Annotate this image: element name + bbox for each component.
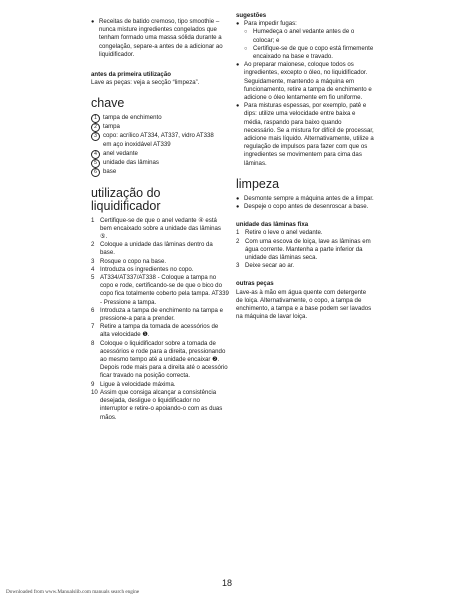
step-text: Com uma escova de loiça, lave as lâminas em água corrente. Mantenha a parte inferior da unidade das lâminas seca. [245, 237, 371, 262]
step-number: 5 [91, 274, 95, 282]
part-number: 2 [91, 123, 100, 132]
part-label: em aço inoxidável AT339 [103, 141, 171, 149]
step-text: Ligue à velocidade máxima. [100, 380, 176, 388]
part-label: anel vedante [103, 149, 138, 157]
step-number: 9 [91, 380, 95, 388]
step-text: AT334/AT337/AT338 - Coloque a tampa no copo e rode, certificando-se de que o bico do copo fica totalmente coberto pela tampa. AT339 - Pressione a tampa. [100, 274, 229, 306]
step-number: 2 [236, 237, 240, 245]
step-number: 1 [236, 229, 240, 237]
part-label: tampa de enchimento [103, 114, 162, 122]
step-number: 4 [91, 265, 95, 273]
antes-text: Lave as peças: veja a secção “limpeza”. [91, 79, 200, 87]
part-number: 1 [91, 114, 100, 123]
step-text: Certifique-se de que o anel vedante ④ está bem encaixado sobre a unidade das lâminas ⑤. [100, 216, 221, 241]
sugestoes-heading: sugestões [236, 12, 267, 19]
step-text: Retire a tampa da tomada de acessórios de alta velocidade ❶. [100, 323, 219, 339]
step-text: Assim que consiga alcançar a consistência desejada, desligue o liquidificador no interruptor e retire-o apoiando-o com as duas mãos. [100, 388, 223, 421]
step-number: 8 [91, 339, 95, 347]
part-number: 6 [91, 168, 100, 177]
step-text: Introduza os ingredientes no copo. [100, 265, 194, 273]
step-number: 6 [91, 306, 95, 314]
steps-list [91, 217, 229, 422]
step-text: Deixe secar ao ar. [245, 262, 295, 270]
step-text: Introduza a tampa de enchimento na tampa e pressione-a para a prender. [100, 306, 223, 323]
part-number: 4 [91, 150, 100, 159]
step-number: 3 [236, 262, 240, 270]
left-column [91, 18, 229, 422]
outras-heading: outras peças [236, 280, 274, 288]
step-number: 3 [91, 257, 95, 265]
step-number: 7 [91, 323, 95, 331]
fugas-item: ○ Certifique-se de que o copo está firmemente encaixado na base e travado. [236, 45, 374, 61]
part-label: copo: acrílico AT334, AT337, vidro AT338 [103, 132, 214, 140]
step-text: Coloque a unidade das lâminas dentro da base. [100, 241, 213, 257]
unidade-steps [236, 229, 374, 270]
limpeza-item: ● Despeje o copo antes de desenroscar a base. [236, 203, 374, 211]
fugas-item: ○ Humedeça o anel vedante antes de o colocar; e [236, 28, 374, 44]
fugas-bullet: ● Para impedir fugas: [236, 20, 374, 28]
right-column [236, 12, 374, 322]
unidade-heading: unidade das lâminas fixa [236, 221, 309, 229]
part-label: tampa [103, 123, 120, 131]
limpeza-item: ● Desmonte sempre a máquina antes de a limpar. [236, 195, 374, 203]
utilizacao-heading: utilização do liquidificador [91, 185, 161, 213]
misturas-bullet: ● Para misturas espessas, por exemplo, patê e dips: utilize uma velocidade entre baixa e média, raspando para baixo quando necessário. Se a mistura for difícil de processar, adicione mais líquido. Alternativamente, utilize a regulação de impulsos para fazer com que os ingredientes se movimentem para cima das lâminas. [236, 102, 374, 168]
antes-heading: antes da primeira utilização [91, 71, 171, 79]
step-text: Retire o leve o anel vedante. [245, 229, 323, 237]
download-footer[interactable]: Downloaded from www.Manualslib.com manuals search engine [6, 589, 140, 595]
step-number: 1 [91, 216, 95, 224]
step-text: Rosque o copo na base. [100, 257, 167, 265]
parts-list [91, 114, 229, 176]
maionese-bullet: ● Ao preparar maionese, coloque todos os ingredientes, excepto o óleo, no liquidificador. Seguidamente, mantendo a máquina em funcionamento, retire a tampa de enchimento e adicione o óleo lentamente em fio uniforme. [236, 61, 374, 102]
part-number: 5 [91, 159, 100, 168]
step-number: 10 [91, 388, 98, 396]
step-text: Coloque o liquidificador sobre a tomada de acessórios e rode para a direita, pressionando ao mesmo tempo até a unidade encaixar ❷. Depois rode mais para a direita até o acessório ficar travado na posição correcta. [100, 339, 228, 380]
step-number: 2 [91, 241, 95, 249]
page-number: 18 [222, 578, 233, 588]
part-number: 3 [91, 132, 100, 141]
outras-text: Lave-as à mão em água quente com detergente de loiça. Alternativamente, o copo, a tampa de enchimento, a tampa e a base podem ser lavados na máquina de lavar loiça. [236, 288, 372, 321]
chave-heading: chave [91, 96, 125, 111]
limpeza-heading: limpeza [236, 176, 280, 191]
part-label: unidade das lâminas [103, 158, 159, 166]
smoothie-bullet: ● Receitas de batido cremoso, tipo smoothie – nunca misture ingredientes congelados que tenham formado uma massa sólida durante a congelação, separe-a antes de a adicionar ao liquidificador. [91, 18, 229, 59]
part-number-blank [91, 141, 103, 149]
part-label: base [103, 167, 117, 175]
